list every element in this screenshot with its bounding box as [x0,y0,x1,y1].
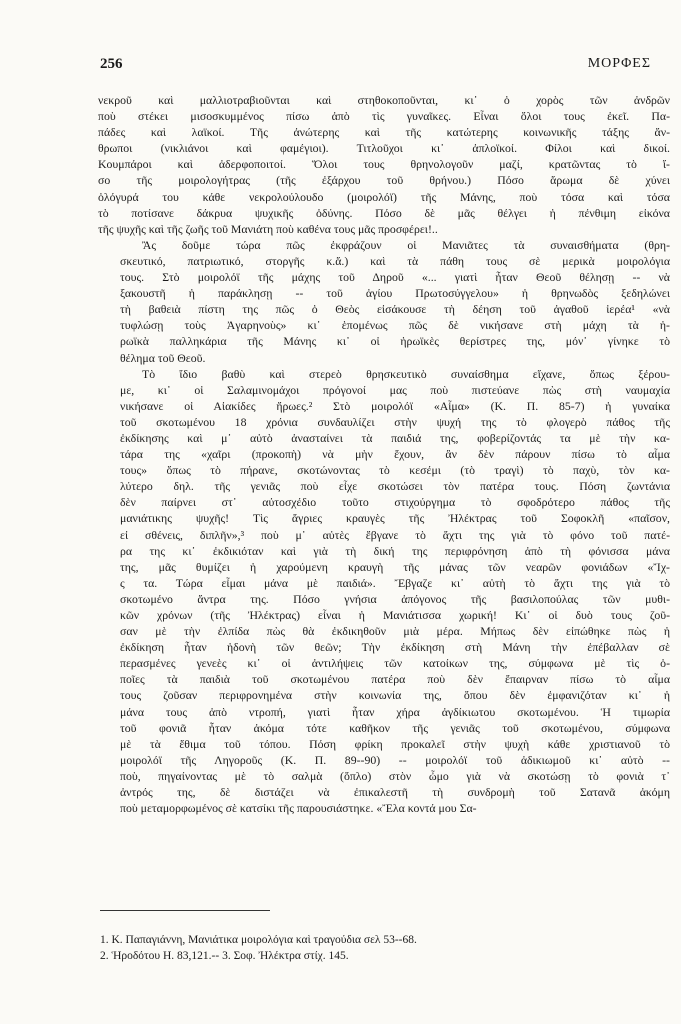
footnote: 2. Ἡροδότου Η. 83,121.-- 3. Σοφ. Ἠλέκτρα στίχ. 145. [100,950,349,962]
text-line: τὸ ποτίσανε δάκρυα ψυχικῆς ὀδύνης. Πόσο δὲ μᾶς θέλγει ἡ πένθιμη εἰκόνα [98,205,670,220]
text-line: Ἂς δοῦμε τώρα πῶς ἐκφράζουν οἱ Μανιᾶτες τὰ συναισθήματα (θρη- [142,237,670,252]
text-line: τους ζοῦσαν περιφρονημένα στὴν κοινωνία της, ὅπου δὲν ἐμφανιζόταν κι᾿ ἡ [120,688,670,703]
text-line: περασμένες γενεὲς κι᾿ οἱ ἀντιλήψεις τῶν κατοίκων της, σύμφωνα μὲ τὶς ὁ- [120,656,670,671]
text-line: σαν μὲ τὴν ἐλπίδα πὼς θὰ ἐκδικηθοῦν μιὰ μέρα. Μήπως δὲν εἰπώθηκε πὼς ἡ [120,624,670,639]
text-line: ἐκδίκησης καὶ μ᾿ αὐτὸ ἀνασταίνει τὰ παιδιά της, φοβερίζοντάς τα μὲ τὴν κα- [120,430,670,445]
text-line: σο τῆς μοιρολογήτρας (τῆς ἐξάρχου τοῦ θρήνου.) Πόσο ἄρωμα δὲ χύνει [98,173,670,188]
text-line: μοιρολόϊ τῆς Ληγοροῦς (Κ. Π. 89--90) -- μοιρολόϊ τοῦ ἀδικιωμοῦ κι᾿ αὐτὸ -- [120,752,670,767]
text-line: μὲ τὰ ἔθιμα τοῦ τόπου. Πόση φρίκη προκαλεῖ στὴν ψυχὴ κάθε χριστιανοῦ τὸ [120,736,670,751]
text-line: τυφλώσῃ τοὺς Ἀγαρηνοὺς» κι᾿ ἑπομένως πῶς δὲ νικήσανε στὴ μάχη τὰ ἡ- [120,318,670,333]
text-line: μανιάτικης ψυχῆς! Τὶς ἄγριες κραυγὲς τῆς Ἠλέκτρας τοῦ Σοφοκλῆ «παῖσον, [120,511,670,526]
text-line: με, κι᾿ οἱ Σαλαμινομάχοι πρόγονοί μας ποὺ πιστεύανε πὼς στὴ ναυμαχία [120,382,670,397]
footnotes [100,932,660,964]
text-line: θρωποι (νικλιάνοι καὶ φαμέγιοι). Τιτλοῦχοι κι᾿ ἀπλοϊκοί. Φίλοι καὶ δικοί. [98,141,670,156]
paragraph [98,366,670,817]
text-line: νεκροῦ καὶ μαλλιοτραβιοῦνται καὶ στηθοκοποῦνται, κι᾿ ὁ χορὸς τῶν ἀνδρῶν [98,93,670,107]
body-text [98,92,670,816]
text-line: σκοτωμένο ἄντρα της. Πόσο γνήσια ἀπόγονος τῆς βασιλοπούλας τῶν μυθι- [120,591,670,606]
text-line: Τὸ ἴδιο βαθὺ καὶ στερεὸ θρησκευτικὸ συναίσθημα εἴχανε, ὅπως ξέρου- [142,366,670,381]
text-line: τους» ὅπως τὸ πήρανε, σκοτώνοντας τὸ κεσέμι (τὸ τραγὶ) τὸ παχὺ, τὸν κα- [120,463,670,478]
text-line: ρωϊκὰ παλληκάρια τῆς Μάνης κι᾿ οἱ ἡρωϊκὲς θερίστρες της, μόν᾿ γίνηκε τὸ [120,334,670,349]
text-line: τους. Στὸ μοιρολόϊ τῆς μάχης τοῦ Δηροῦ «... γιατὶ ἦταν Θεοῦ θέλησῃ -- νὰ [120,270,670,285]
text-line: ἐκδίκηση ἦταν ἡδονὴ τῶν θεῶν; Τὴν ἐκδίκηση στὴ Μάνη τὴν ἐπέβαλλαν σὲ [120,640,670,655]
text-line: ποὺ στέκει μισοσκυμμένος πίσω ἀπὸ τὶς γυναῖκες. Εἶναι ὅλοι τους ἐκεῖ. Πα- [98,109,670,124]
text-line: θέλημα τοῦ Θεοῦ. [120,350,206,365]
running-title: ΜΟΡΦΕΣ [587,56,651,71]
text-line: λύτερο δηλ. τῆς γενιᾶς ποὺ εἶχε σκοτώσει τὸν πατέρα τους. Πόση ζωντάνια [120,479,670,494]
text-line: ς τα. Τώρα εἶμαι μάνα μὲ παιδιά». Ἔβγαζε κι᾿ αὐτὴ τὸ ἄχτι της γιὰ τὸ [120,575,670,590]
paragraph [98,237,670,366]
text-line: τάρα της «χαῖρι (προκοπὴ) νὰ μὴν ἔχουν, ἂν δὲν πάρουν πίσω τὸ αἷμα [120,447,670,462]
text-line: πάδες καὶ λαϊκοί. Τῆς ἀνώτερης καὶ τῆς κατώτερης κοινωνικῆς τάξης ἄν- [98,125,670,140]
page-header [100,56,651,76]
paragraph [98,92,670,237]
text-line: Κουμπάροι καὶ ἀδερφοποιτοί. Ὅλοι τους θρηνολογοῦν μαζί, κρατῶντας τὸ ἴ- [98,157,670,172]
text-line: σκευτικό, πατριωτικό, στοργῆς κ.ἄ.) καὶ τὰ πάθη τους σὲ μερικὰ μοιρολόγια [120,253,670,268]
text-line: τῆς ψυχῆς καὶ τῆς ζωῆς τοῦ Μανιάτη ποὺ καθένα τους μᾶς προσφέρει!.. [98,221,438,236]
text-line: ποὺ μεταμορφωμένος σὲ κατσίκι τῆς παρουσιάστηκε. «Ἔλα κοντά μου Σα- [120,801,477,816]
text-line: ὁλόγυρά του κάθε νεκρολούλουδο (μοιρολόϊ) τῆς Μάνης, ποὺ τόσα καὶ τόσα [98,189,670,204]
text-line: τοῦ σκοτωμένου 18 χρόνια συνδαυλίζει στὴν ψυχή της τὸ φλογερὸ πάθος τῆς [120,414,670,429]
text-line: μάνα τους ἀπὸ ντροπή, γιατὶ ἦταν χήρα ἀγδίκιωτου σκοτωμένου. Ἡ τιμωρία [120,704,670,719]
text-line: ποῖες τὰ παιδιὰ τοῦ σκοτωμένου πατέρα ποὺ δὲν ἔπαιρναν πίσω τὸ αἷμα [120,672,670,687]
text-line: της, μᾶς θυμίζει ἡ χαρούμενη κραυγὴ τῆς μάνας τῶν νεαρῶν φονιάδων «Ἴχ- [120,559,670,574]
text-line: ποὺ, πηγαίνοντας μὲ τὸ σαλμὰ (ὅπλο) στὸν ὦμο γιὰ νὰ σκοτώσῃ τὸ φονιὰ τ᾿ [120,768,670,783]
footnote-divider [100,910,270,911]
text-line: ξακουστῆ ἡ παράκλησῃ -- τοῦ ἁγίου Πρωτοσύγγελου» ἡ θρηνωδὸς ξεδηλώνει [120,286,670,301]
text-line: κῶν χρόνων (τῆς Ἠλέκτρας) εἶναι ἡ Μανιάτισσα χωρική! Κι᾿ οἱ δυὸ τους ζοῦ- [120,608,670,622]
footnote: 1. Κ. Παπαγιάννη, Μανιάτικα μοιρολόγια καὶ τραγούδια σελ 53--68. [100,934,417,946]
text-line: νικήσανε οἱ Αἰακίδες ἥρωες.² Στὸ μοιρολόϊ «Αἷμα» (Κ. Π. 85-7) ἡ γυναίκα [120,398,670,413]
text-line: ἀντρός της, δὲ διστάζει νὰ ἐπικαλεστῆ τὴ συνδρομὴ τοῦ Σατανᾶ ἀκόμη [120,785,670,800]
text-line: τοῦ φονιᾶ ἦταν ἀκόμα τότε καθῆκον τῆς γενιᾶς τοῦ σκοτωμένου, σύμφωνα [120,720,670,735]
text-line: ρα της κι᾿ ἐκδικιόταν καὶ γιὰ τὴ δική της περιφρόνηση ἀπὸ τὴ φόνισσα μάνα [120,543,670,558]
text-line: εἰ σθένεις, διπλῆν»,³ ποὺ μ᾿ αὐτὲς ἔβγανε τὸ ἄχτι της γιὰ τὸ φόνο τοῦ πατέ- [120,527,670,542]
page-number: 256 [100,56,123,72]
text-line: δὲν παίρνει στ᾿ αὐτοσχέδιο τοῦτο στιχούργημα τὸ σφοδρότερο πάθος τῆς [120,495,670,510]
text-line: τὴ βαθειὰ πίστη της πῶς ὁ Θεὸς εἰσάκουσε τὴ δέηση τοῦ ἀγαθοῦ ἱερέα¹ «νὰ [120,302,670,317]
